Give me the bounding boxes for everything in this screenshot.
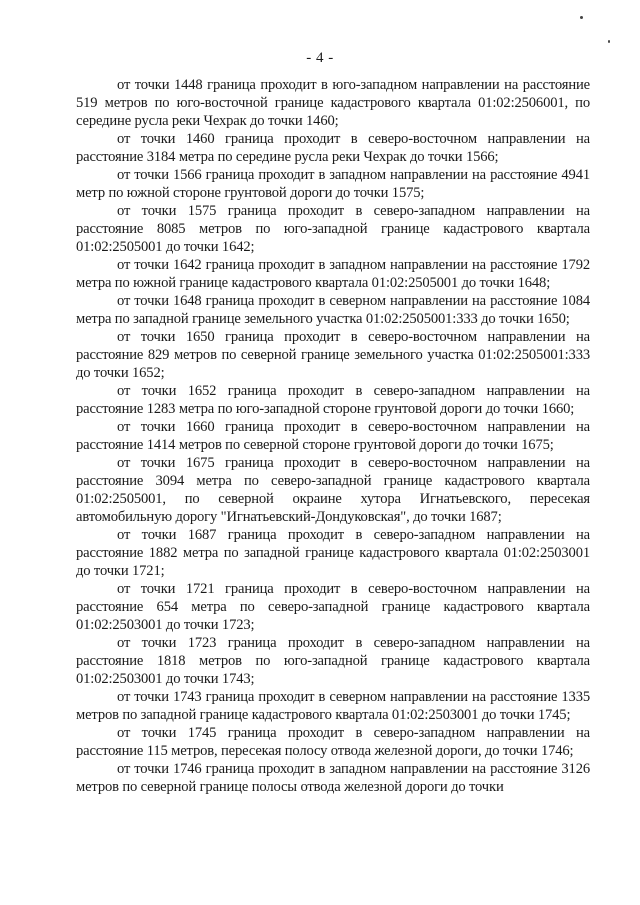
paragraph: от точки 1448 граница проходит в юго-западном направлении на расстояние 519 метров по юго-восточной границе кадастрового квартала 01:02:2506001, по середине русла реки Чехрак до точки 1460;: [76, 77, 590, 129]
document-body: [76, 76, 590, 796]
paragraph: от точки 1660 граница проходит в северо-восточном направлении на расстояние 1414 метров по северной стороне грунтовой дороги до точки 1675;: [76, 419, 590, 453]
paragraph: от точки 1648 граница проходит в северном направлении на расстояние 1084 метра по западной границе земельного участка 01:02:2505001:333 до точки 1650;: [76, 293, 590, 327]
paragraph: от точки 1687 граница проходит в северо-западном направлении на расстояние 1882 метра по западной границе кадастрового квартала 01:02:2503001 до точки 1721;: [76, 527, 590, 579]
paragraph: от точки 1642 граница проходит в западном направлении на расстояние 1792 метра по южной границе кадастрового квартала 01:02:2505001 до точки 1648;: [76, 257, 590, 291]
scan-speck: [580, 16, 583, 19]
paragraph: от точки 1566 граница проходит в западном направлении на расстояние 4941 метр по южной стороне грунтовой дороги до точки 1575;: [76, 167, 590, 201]
scan-speck: [608, 40, 610, 43]
paragraph: от точки 1746 граница проходит в западном направлении на расстояние 3126 метров по северной границе полосы отвода железной дороги до точки: [76, 761, 590, 795]
paragraph: от точки 1460 граница проходит в северо-восточном направлении на расстояние 3184 метра по середине русла реки Чехрак до точки 1566;: [76, 131, 590, 165]
paragraph: от точки 1650 граница проходит в северо-восточном направлении на расстояние 829 метров по северной границе земельного участка 01:02:2505001:333 до точки 1652;: [76, 329, 590, 381]
paragraph: от точки 1721 граница проходит в северо-восточном направлении на расстояние 654 метра по северо-западной границе кадастрового квартала 01:02:2503001 до точки 1723;: [76, 581, 590, 633]
paragraph: от точки 1723 граница проходит в северо-западном направлении на расстояние 1818 метров по юго-западной границе кадастрового квартала 01:02:2503001 до точки 1743;: [76, 635, 590, 687]
paragraph: от точки 1575 граница проходит в северо-западном направлении на расстояние 8085 метров по юго-западной границе кадастрового квартала 01:02:2505001 до точки 1642;: [76, 203, 590, 255]
paragraph: от точки 1743 граница проходит в северном направлении на расстояние 1335 метров по западной границе кадастрового квартала 01:02:2503001 до точки 1745;: [76, 689, 590, 723]
paragraph: от точки 1745 граница проходит в северо-западном направлении на расстояние 115 метров, пересекая полосу отвода железной дороги, до точки 1746;: [76, 725, 590, 759]
page-number: - 4 -: [306, 50, 334, 66]
paragraph: от точки 1652 граница проходит в северо-западном направлении на расстояние 1283 метра по юго-западной стороне грунтовой дороги до точки 1660;: [76, 383, 590, 417]
paragraph: от точки 1675 граница проходит в северо-восточном направлении на расстояние 3094 метра по северо-западной границе кадастрового квартала 01:02:2505001, по северной окраине хутора Игнатьевского, пересекая автомобильную дорогу "Игнатьевский-Дондуковская", до точки 1687;: [76, 455, 590, 525]
